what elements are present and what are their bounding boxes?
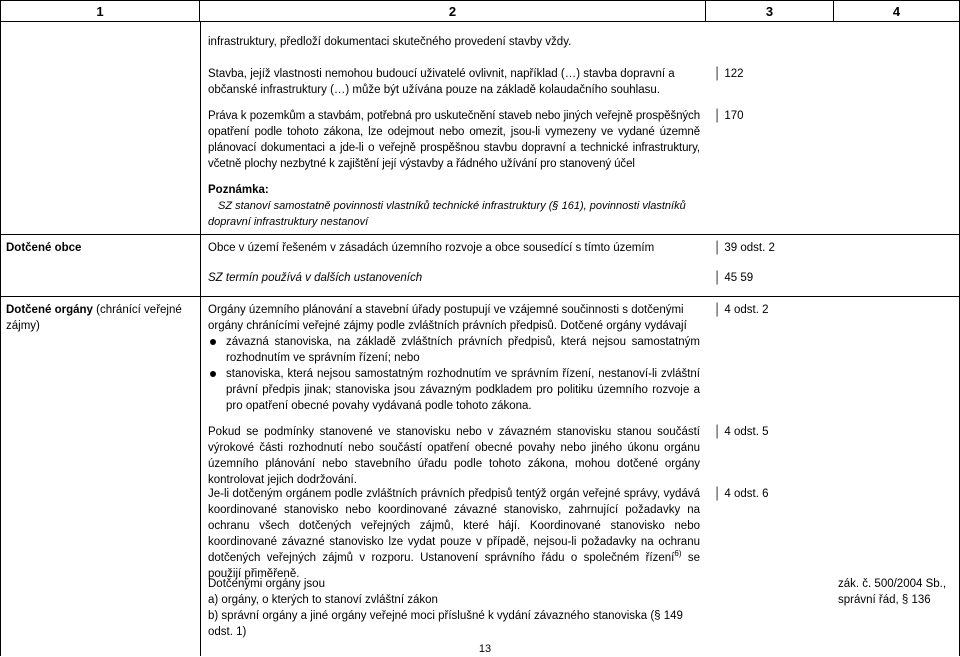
ref-text: 45 59 bbox=[724, 272, 754, 284]
intro-paragraph-3-ref bbox=[714, 108, 834, 124]
ref-text: 122 bbox=[724, 68, 744, 80]
ref-bar-icon: │ bbox=[714, 426, 722, 438]
intro-paragraph-2: Stavba, jejíž vlastnosti nemohou budoucí uživatelé ovlivnit, například (…) stavba dopravní a občanské infrastruktury (…) může být užívána pouze na základě kolaudačního souhlasu. bbox=[208, 68, 675, 96]
organy-paragraph-4-ref-line-2: správní řád, § 136 bbox=[838, 594, 931, 606]
intro-paragraph-3: Práva k pozemkům a stavbám, potřebná pro uskutečnění staveb nebo jiných veřejně prospěšných opatření podle tohoto zákona, lze odejmout nebo omezit, jsou-li vymezeny ve vydané územně plánovací dokumentaci a jde-li o veřejně prospěšnou stavbu dopravní a technické infrastruktury, včetně plochy nezbytné k zajištění její výstavby a řádného užívání pro stanovený účel bbox=[208, 110, 700, 170]
ref-text: 170 bbox=[724, 110, 744, 122]
intro-paragraph-1: infrastruktury, předloží dokumentaci skutečného provedení stavby vždy. bbox=[208, 36, 572, 48]
footnote-ref: 6) bbox=[674, 549, 682, 559]
header-col-2: 2 bbox=[200, 0, 706, 22]
bullet-icon bbox=[210, 339, 216, 345]
ref-bar-icon: │ bbox=[714, 304, 722, 316]
organy-paragraph-3-ref bbox=[714, 486, 834, 502]
list-item-text: závazná stanoviska, na základě zvláštních právních předpisů, která nejsou samostatným rozhodnutím ve správním řízení; nebo bbox=[226, 336, 700, 364]
list-item bbox=[208, 334, 700, 366]
organy-paragraph-4-line-1: Dotčenými orgány jsou bbox=[208, 578, 325, 590]
row-divider-1 bbox=[0, 234, 960, 235]
page-number: 13 bbox=[478, 643, 492, 655]
organy-bullet-list bbox=[208, 334, 700, 414]
ref-bar-icon: │ bbox=[714, 68, 722, 80]
ref-bar-icon: │ bbox=[714, 272, 722, 284]
table-header bbox=[0, 0, 960, 24]
bullet-icon bbox=[210, 371, 216, 377]
obce-paragraph-1: Obce v území řešeném v zásadách územního rozvoje a obce sousedící s tímto územím bbox=[208, 242, 655, 254]
note-title: Poznámka: bbox=[208, 184, 269, 196]
ref-text: 4 odst. 5 bbox=[724, 426, 769, 438]
intro-paragraph-2-ref bbox=[714, 66, 834, 82]
header-col-3: 3 bbox=[706, 0, 834, 22]
obce-paragraph-2-ref bbox=[714, 270, 834, 286]
organy-paragraph-1-ref bbox=[714, 302, 834, 318]
list-item bbox=[208, 366, 700, 414]
ref-text: 4 odst. 2 bbox=[724, 304, 769, 316]
obce-paragraph-2: SZ termín používá v dalších ustanoveních bbox=[208, 272, 423, 284]
organy-paragraph-4-ref-line-1: zák. č. 500/2004 Sb., bbox=[838, 578, 947, 590]
row-label-organy-bold: Dotčené orgány bbox=[6, 304, 93, 316]
row-label-obce: Dotčené obce bbox=[6, 242, 82, 254]
ref-text: 39 odst. 2 bbox=[724, 242, 775, 254]
organy-paragraph-2: Pokud se podmínky stanovené ve stanovisku nebo v závazném stanovisku stanou součástí výrokové části rozhodnutí nebo součástí opatření obecné povahy nebo jiného úkonu orgánu územního plánování nebo stavebního úřadu podle tohoto zákona, mohou dotčené orgány kontrolovat jejich dodržování. bbox=[208, 426, 700, 486]
obce-paragraph-1-ref bbox=[714, 240, 834, 256]
organy-paragraph-3 bbox=[208, 486, 700, 582]
organy-paragraph-4-ref bbox=[838, 576, 958, 608]
ref-bar-icon: │ bbox=[714, 242, 722, 254]
header-col-1: 1 bbox=[0, 0, 200, 22]
row-label-organy-rest: (chránící veřejné zájmy) bbox=[6, 304, 182, 332]
row-label-organy bbox=[6, 302, 196, 334]
organy-paragraph-4-line-2: a) orgány, o kterých to stanoví zvláštní zákon bbox=[208, 594, 438, 606]
organy-paragraph-3-end: se použijí přiměřeně. bbox=[208, 552, 701, 580]
note-text-body: SZ stanoví samostatně povinnosti vlastníků technické infrastruktury (§ 161), povinnosti vlastníků dopravní infrastruktury nestanoví bbox=[208, 200, 686, 228]
ref-bar-icon: │ bbox=[714, 488, 722, 500]
organy-paragraph-1: Orgány územního plánování a stavební úřady postupují ve vzájemné součinnosti s dotčenými orgány chránícími veřejné zájmy podle zvláštních právních předpisů. Dotčené orgány vydávají bbox=[208, 304, 687, 332]
list-item-text: stanoviska, která nejsou samostatným rozhodnutím ve správním řízení, nestanoví-li zvláštní právní předpis jinak; stanoviska jsou závazným podkladem pro politiku územního rozvoje a pro opatření obecné povahy vydávaná podle tohoto zákona. bbox=[226, 368, 700, 412]
organy-paragraph-4-line-3: b) správní orgány a jiné orgány veřejné moci příslušné k vydání závazného stanoviska (§ 149 odst. 1) bbox=[208, 610, 683, 638]
row-divider-2 bbox=[0, 296, 960, 297]
ref-bar-icon: │ bbox=[714, 110, 722, 122]
table-border-left bbox=[0, 22, 1, 656]
header-col-4: 4 bbox=[834, 0, 960, 22]
organy-paragraph-2-ref bbox=[714, 424, 834, 440]
organy-paragraph-3-text: Je-li dotčeným orgánem podle zvláštních právních předpisů tentýž orgán veřejné správy, vydává koordinované stanovisko nebo koordinované závazné stanovisko, zahrnující požadavky na ochranu všech dotčených veřejných zájmů, které hájí. Koordinované stanovisko nebo koordinované závazné stanovisko lze vydat pouze v případě, nejsou-li požadavky na ochranu dotčených veřejných zájmů v rozporu. Ustanovení správního řádu o společném řízení bbox=[208, 488, 700, 564]
organy-paragraph-4 bbox=[208, 576, 700, 640]
note-text bbox=[208, 198, 700, 230]
table-border-col1 bbox=[200, 22, 201, 656]
ref-text: 4 odst. 6 bbox=[724, 488, 769, 500]
